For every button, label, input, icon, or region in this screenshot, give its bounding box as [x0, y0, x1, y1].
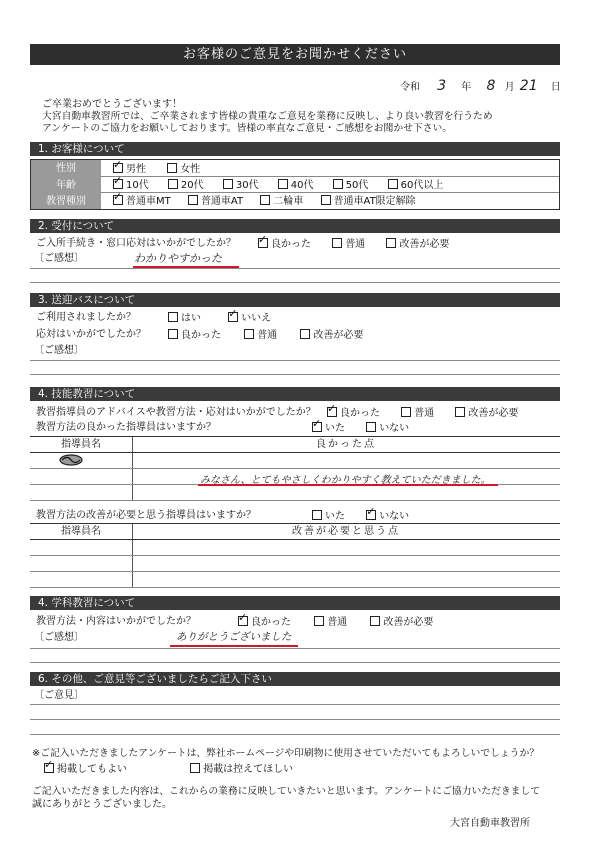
other-comment-label: 〔ご意見〕: [34, 690, 84, 701]
bus-good-checkbox[interactable]: [168, 329, 178, 339]
bus-no-label: いいえ: [241, 313, 272, 324]
table-divider: [30, 587, 560, 588]
table-divider: [30, 452, 560, 453]
good-table-header-point: 良かった点: [316, 439, 376, 450]
course-mt-checkbox[interactable]: [113, 195, 123, 205]
lecture-good-checkbox[interactable]: [238, 616, 248, 626]
publish-question: ※ご記入いただきましたアンケートは、弊社ホームページや印刷物に使用させていただいてもよろしいでしょうか？: [32, 748, 540, 759]
thanks-line-1: ご記入いただきました内容は、これからの業務に反映していきたいと思います。アンケートにご協力いただきまして: [32, 786, 541, 797]
age-10s-label: 10代: [126, 180, 149, 191]
course-at-limit-label: 普通車AT限定解除: [333, 196, 416, 207]
customer-table: [30, 159, 560, 210]
good-point-comment[interactable]: みなさん、とてもやさしくわかりやすく教えていただきました。: [200, 475, 491, 486]
course-at-checkbox[interactable]: [188, 195, 198, 205]
reception-comment-label: 〔ご感想〕: [34, 253, 84, 264]
lecture-question: 教習方法・内容はいかがでしたか？: [36, 616, 196, 627]
publish-allow-checkbox[interactable]: [44, 763, 54, 773]
section-6-header: 6. その他、ご意見等ございましたらご記入下さい: [30, 672, 560, 686]
comment-line: [30, 704, 560, 705]
redacted-name-scribble: [58, 453, 84, 467]
bus-good-label: 良かった: [181, 330, 221, 341]
publish-deny-label: 掲載は控えてほしい: [203, 764, 294, 775]
course-options: [113, 195, 416, 208]
improve-instructor-table: [30, 523, 560, 588]
good-instructor-question: 教習方法の良かった指導員はいますか？: [36, 422, 216, 433]
gender-male-checkbox[interactable]: [113, 163, 123, 173]
good-instructor-no-label: いない: [379, 423, 410, 434]
reception-good-label: 良かった: [271, 239, 311, 250]
date-year[interactable]: 3: [437, 78, 447, 94]
good-table-header-name: 指導員名: [61, 439, 101, 450]
good-instructor-yes-label: いた: [325, 423, 345, 434]
age-50s-label: 50代: [345, 180, 369, 191]
age-10s-checkbox[interactable]: [113, 179, 123, 189]
row-divider: [101, 176, 559, 177]
lecture-improve-checkbox[interactable]: [370, 616, 380, 626]
reception-improve-label: 改善が必要: [399, 239, 450, 250]
improve-instructor-yes-label: いた: [325, 511, 345, 522]
age-30s-label: 30代: [235, 180, 259, 191]
course-motorcycle-label: 二輪車: [273, 196, 304, 207]
skill-improve-checkbox[interactable]: [455, 407, 465, 417]
gender-label: 性別: [56, 163, 76, 174]
improve-table-header-point: 改善が必要と思う点: [292, 526, 400, 537]
bus-usage-question: ご利用されましたか？: [36, 312, 136, 323]
bus-improve-checkbox[interactable]: [300, 329, 310, 339]
publish-allow-label: 掲載してもよい: [57, 764, 127, 775]
lecture-normal-checkbox[interactable]: [314, 616, 324, 626]
section-1-header: 1. お客様について: [30, 142, 560, 156]
bus-usage-options: [168, 312, 271, 325]
intro-line-3: アンケートのご協力をお願いしております。皆様の率直なご意見・ご感想をお聞かせ下さい。: [42, 123, 453, 134]
lecture-comment-label: 〔ご感想〕: [34, 632, 84, 643]
date-month-unit: 月: [504, 82, 515, 93]
age-20s-checkbox[interactable]: [168, 179, 178, 189]
lecture-normal-label: 普通: [327, 617, 348, 628]
improve-table-header-name: 指導員名: [61, 526, 101, 537]
course-label: 教習種別: [46, 196, 86, 207]
good-instructor-options: [312, 422, 409, 435]
course-at-label: 普通車AT: [200, 196, 244, 207]
lecture-good-label: 良かった: [251, 617, 291, 628]
age-60plus-checkbox[interactable]: [388, 179, 398, 189]
publish-options: [44, 763, 293, 776]
bus-comment-label: 〔ご感想〕: [34, 345, 84, 356]
reception-question: ご入所手続き・窓口応対はいかがでしたか？: [36, 238, 236, 249]
skill-good-label: 良かった: [340, 408, 380, 419]
bus-service-question: 応対はいかがでしたか？: [36, 329, 146, 340]
bus-no-checkbox[interactable]: [228, 312, 238, 322]
reception-improve-checkbox[interactable]: [386, 238, 396, 248]
skill-good-checkbox[interactable]: [327, 407, 337, 417]
company-name: 大宮自動車教習所: [450, 818, 530, 829]
skill-advice-options: [327, 407, 518, 420]
lecture-improve-label: 改善が必要: [383, 617, 434, 628]
comment-line: [30, 374, 560, 375]
reception-good-checkbox[interactable]: [258, 238, 268, 248]
table-divider: [30, 539, 560, 540]
bus-service-options: [168, 329, 363, 342]
comment-line: [30, 734, 560, 735]
section-4-header: 4. 技能教習について: [30, 387, 560, 401]
comment-line: [30, 719, 560, 720]
comment-line: [30, 648, 560, 649]
date-year-unit: 年: [461, 82, 472, 93]
table-divider: [30, 555, 560, 556]
bus-improve-label: 改善が必要: [313, 330, 364, 341]
bus-normal-checkbox[interactable]: [244, 329, 254, 339]
improve-instructor-no-label: いない: [379, 511, 410, 522]
age-label: 年齢: [56, 180, 76, 191]
date-month[interactable]: 8: [486, 78, 496, 94]
course-motorcycle-checkbox[interactable]: [260, 195, 270, 205]
improve-instructor-yes-checkbox[interactable]: [312, 510, 322, 520]
date-line: [400, 80, 561, 94]
reception-normal-label: 普通: [345, 239, 366, 250]
bus-yes-label: はい: [181, 313, 201, 324]
intro-line-1: ご卒業おめでとうございます！: [42, 99, 182, 110]
skill-normal-label: 普通: [414, 408, 435, 419]
date-era: 令和: [400, 82, 420, 93]
gender-male-label: 男性: [126, 164, 146, 175]
table-divider: [30, 571, 560, 572]
age-40s-label: 40代: [290, 180, 314, 191]
age-60plus-label: 60代以上: [400, 180, 444, 191]
lecture-options: [238, 616, 433, 629]
course-mt-label: 普通車MT: [126, 196, 171, 207]
age-40s-checkbox[interactable]: [278, 179, 288, 189]
good-instructor-table: [30, 436, 560, 501]
comment-line: [30, 360, 560, 361]
publish-deny-checkbox[interactable]: [190, 763, 200, 773]
page-title: お客様のご意見をお聞かせください: [30, 44, 560, 65]
age-30s-checkbox[interactable]: [223, 179, 233, 189]
reception-options: [258, 238, 449, 251]
date-day-unit: 日: [550, 82, 561, 93]
bus-normal-label: 普通: [257, 330, 278, 341]
age-20s-label: 20代: [180, 180, 204, 191]
table-divider: [30, 468, 560, 469]
age-options: [113, 179, 443, 192]
reception-normal-checkbox[interactable]: [332, 238, 342, 248]
course-at-limit-checkbox[interactable]: [321, 195, 331, 205]
improve-instructor-question: 教習方法の改善が必要と思う指導員はいますか？: [36, 510, 256, 521]
good-point-underline: [198, 484, 498, 486]
gender-female-label: 女性: [180, 164, 201, 175]
skill-advice-question: 教習指導員のアドバイスや教習方法・応対はいかがでしたか？: [36, 407, 316, 418]
bus-yes-checkbox[interactable]: [168, 312, 178, 322]
comment-line: [30, 282, 560, 283]
comment-line: [30, 268, 560, 269]
gender-female-checkbox[interactable]: [167, 163, 177, 173]
thanks-line-2: 誠にありがとうございました。: [32, 799, 172, 810]
date-day[interactable]: 21: [519, 78, 538, 94]
section-3-header: 3. 送迎バスについて: [30, 293, 560, 307]
good-instructor-yes-checkbox[interactable]: [312, 422, 322, 432]
intro-line-2: 大宮自動車教習所では、ご卒業されます皆様の貴重なご意見を業務に反映し、より良い教習を行うため: [42, 111, 493, 122]
section-5-header: 4. 学科教習について: [30, 596, 560, 610]
lecture-comment-text[interactable]: ありがとうございました: [176, 631, 292, 643]
comment-line: [30, 662, 560, 663]
good-instructor-no-checkbox[interactable]: [366, 422, 376, 432]
row-divider: [101, 192, 559, 193]
gender-options: [113, 163, 200, 176]
table-divider: [30, 500, 560, 501]
improve-instructor-options: [312, 510, 409, 523]
improve-instructor-no-checkbox[interactable]: [366, 510, 376, 520]
age-50s-checkbox[interactable]: [333, 179, 343, 189]
skill-improve-label: 改善が必要: [468, 408, 519, 419]
lecture-comment-underline: [170, 645, 298, 647]
skill-normal-checkbox[interactable]: [401, 407, 411, 417]
section-2-header: 2. 受付について: [30, 219, 560, 233]
reception-comment-text[interactable]: わかりやすかった: [134, 252, 222, 265]
